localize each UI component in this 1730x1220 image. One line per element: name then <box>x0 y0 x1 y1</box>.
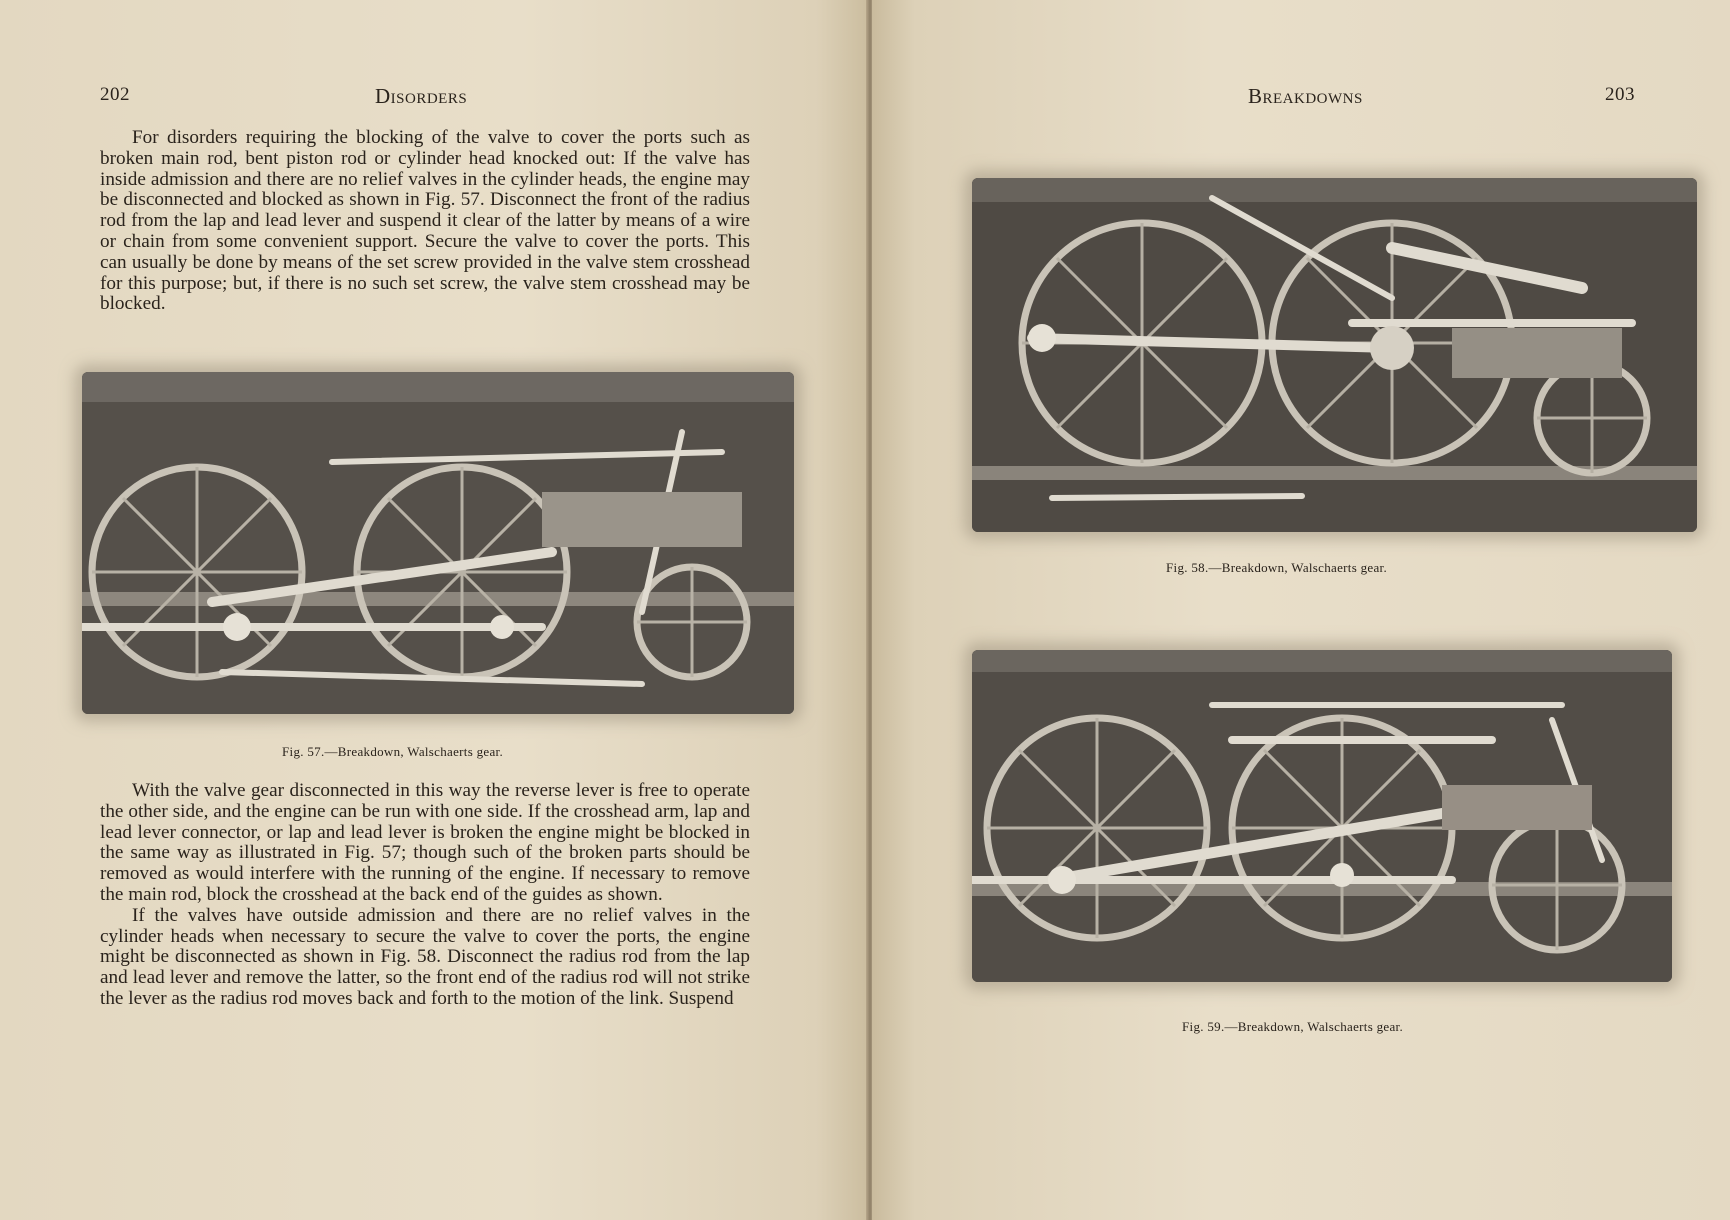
figure-59-caption: Fig. 59.—Breakdown, Walschaerts gear. <box>1182 1019 1404 1034</box>
paragraph-block-2 <box>100 781 750 1010</box>
figure-58-caption: Fig. 58.—Breakdown, Walschaerts gear. <box>1166 560 1388 575</box>
paragraph-block-1 <box>100 128 750 315</box>
figure-59-image <box>972 650 1672 982</box>
page-number-right: 203 <box>1605 84 1635 105</box>
page-number-left: 202 <box>100 84 130 105</box>
locomotive-gear-illustration <box>82 372 794 714</box>
right-page <box>872 0 1730 1220</box>
locomotive-gear-illustration <box>972 178 1697 532</box>
paragraph-2: With the valve gear disconnected in this way the reverse lever is free to operate the other side, and the engine can be run with one side. If the crosshead arm, lap and lead lever connector, or lap and lead lever is broken the engine might be blocked in the same way as illustrated in Fig. 57; though such of the broken parts should be removed as would interfere with the running of the engine. If necessary to remove the main rod, block the crosshead at the back end of the guides as shown. <box>100 780 750 905</box>
running-head-left: Disorders <box>375 84 468 108</box>
figure-57-caption: Fig. 57.—Breakdown, Walschaerts gear. <box>282 744 504 759</box>
paragraph-3: If the valves have outside admission and there are no relief valves in the cylinder heads when necessary to secure the valve to cover the ports, the engine might be disconnected as shown in Fig. 58. Disconnect the radius rod from the lap and lead lever and remove the latter, so the front end of the radius rod will not strike the lever as the radius rod moves back and forth to the motion of the link. Suspend <box>100 904 750 1009</box>
running-head-right: Breakdowns <box>1248 84 1363 108</box>
figure-58-image <box>972 178 1697 532</box>
figure-57-image <box>82 372 794 714</box>
locomotive-gear-illustration <box>972 650 1672 982</box>
paragraph-1: For disorders requiring the blocking of the valve to cover the ports such as broken main rod, bent piston rod or cylinder head knocked out: If the valve has inside admission and there are no relief valves in the cylinder heads, the engine may be disconnected and blocked as shown in Fig. 57. Disconnect the front of the radius rod from the lap and lead lever and suspend it clear of the latter by means of a wire or chain from some convenient support. Secure the valve to cover the ports. This can usually be done by means of the set screw provided in the valve stem crosshead for this purpose; but, if there is no such set screw, the valve stem crosshead may be blocked. <box>100 127 750 315</box>
